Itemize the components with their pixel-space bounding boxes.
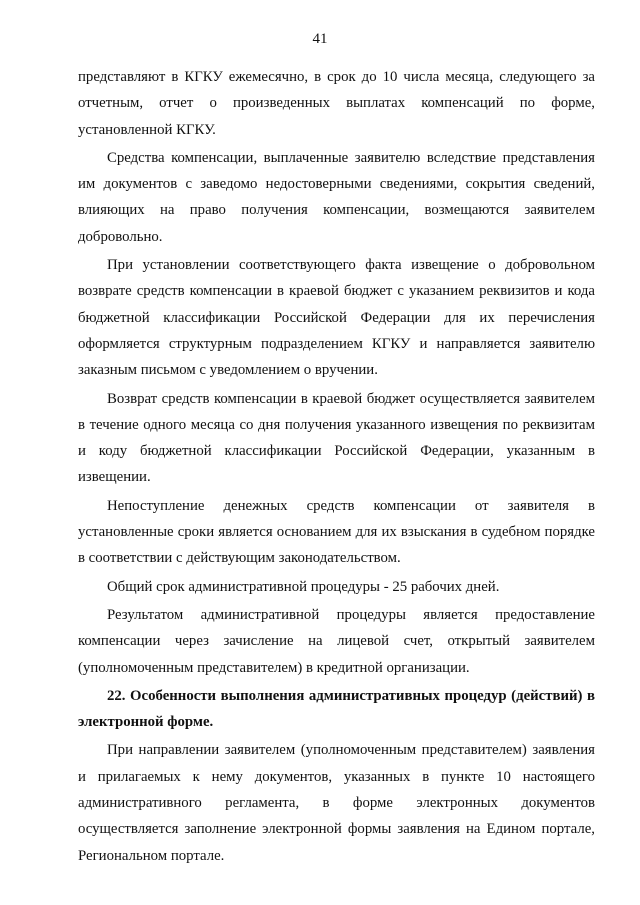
paragraph-refund-notice: При установлении соответствующего факта извещение о добровольном возврате средств компенсации в краевой бюджет с указанием реквизитов и кода бюджетной классификации Российской Федерации для их перечисления оформляется структурным подразделением КГКУ и направляется заявителю заказным письмом с уведомлением о вручении.	[78, 257, 595, 379]
page-number: 41	[312, 31, 328, 47]
section-heading-22: 22. Особенности выполнения административных процедур (действий) в электронной форме.	[78, 687, 595, 731]
paragraph-non-receipt: Непоступление денежных средств компенсации от заявителя в установленные сроки является основанием для их взыскания в судебном порядке в соответствии с действующим законодательством.	[78, 497, 595, 567]
document-body	[78, 64, 595, 871]
paragraph-procedure-duration: Общий срок административной процедуры - 25 рабочих дней.	[107, 578, 500, 595]
paragraph-electronic-form: При направлении заявителем (уполномоченным представителем) заявления и прилагаемых к нему документов, указанных в пункте 10 настоящего административного регламента, в форме электронных документов осуществляется заполнение электронной формы заявления на Едином портале, Региональном портале.	[78, 742, 595, 864]
paragraph-refund-term: Возврат средств компенсации в краевой бюджет осуществляется заявителем в течение одного месяца со дня получения указанного извещения по реквизитам и коду бюджетной классификации Российской Федерации, указанным в извещении.	[78, 390, 595, 486]
paragraph-report-continuation: представляют в КГКУ ежемесячно, в срок до 10 числа месяца, следующего за отчетным, отчет о произведенных выплатах компенсаций по форме, установленной КГКУ.	[78, 69, 595, 138]
paragraph-compensation-refund: Средства компенсации, выплаченные заявителю вследствие представления им документов с заведомо недостоверными сведениями, сокрытия сведений, влияющих на право получения компенсации, возмещаются заявителем добровольно.	[78, 149, 595, 245]
paragraph-procedure-result: Результатом административной процедуры является предоставление компенсации через зачисление на лицевой счет, открытый заявителем (уполномоченным представителем) в кредитной организации.	[78, 606, 595, 676]
